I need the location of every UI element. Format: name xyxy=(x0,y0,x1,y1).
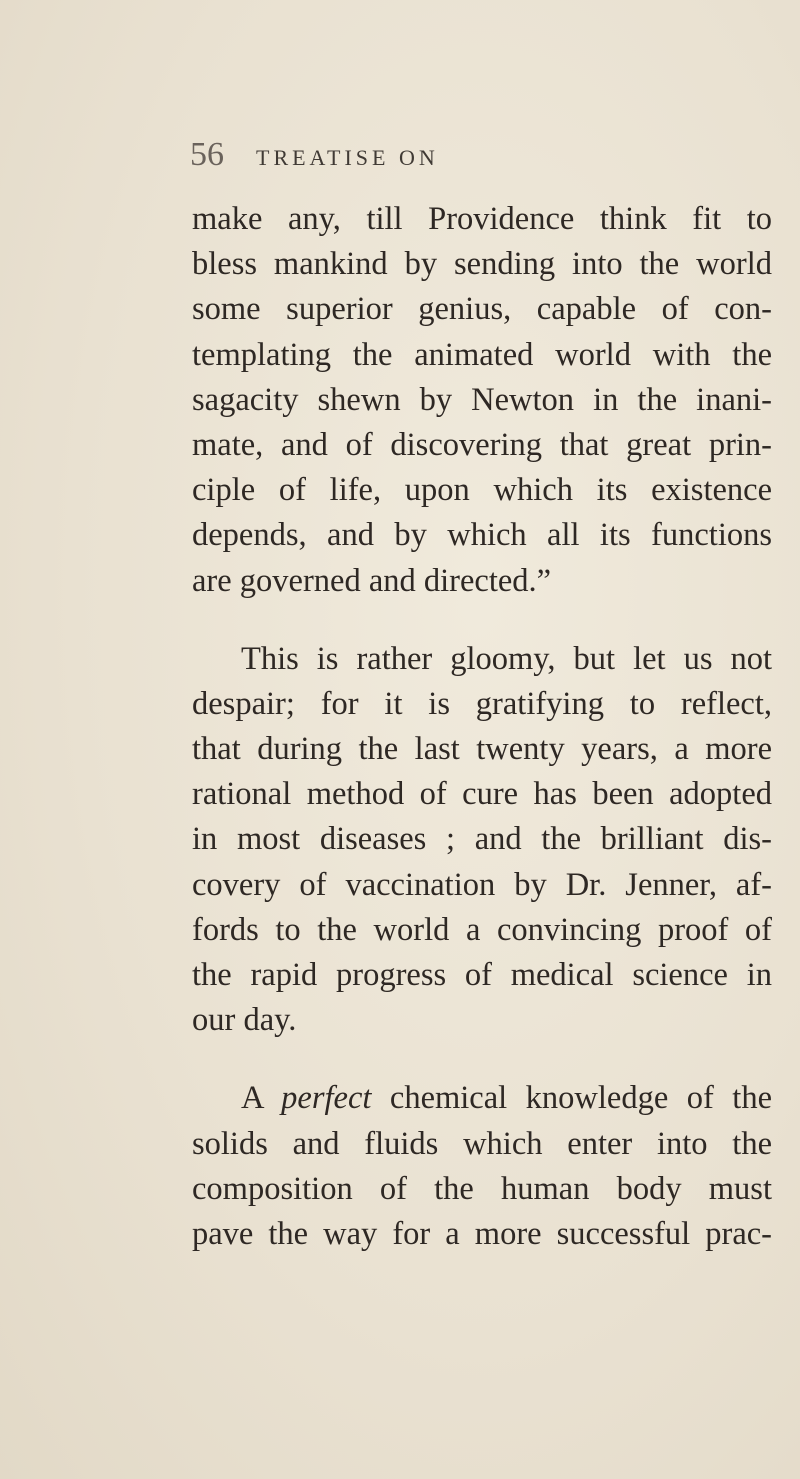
text-line: rational method of cure has been adopted xyxy=(192,776,772,813)
text-line: ciple of life, upon which its existence xyxy=(192,472,772,509)
text-line: that during the last twenty years, a more xyxy=(192,731,772,768)
text-line: pave the way for a more successful prac- xyxy=(192,1215,772,1252)
text-line: mate, and of discovering that great prin- xyxy=(192,426,772,463)
text-line: our day. xyxy=(192,1002,297,1039)
text-run: A xyxy=(241,1080,282,1117)
text-line: make any, till Providence think fit to xyxy=(192,201,772,237)
text-line xyxy=(192,1076,772,1121)
text-line: despair; for it is gratifying to reflect, xyxy=(192,685,772,722)
text-line: sagacity shewn by Newton in the inani- xyxy=(192,381,772,418)
text-line: depends, and by which all its functions xyxy=(192,517,772,554)
text-line: This is rather gloomy, but let us not xyxy=(241,640,772,677)
text-line: the rapid progress of medical science in xyxy=(192,957,772,993)
text-line: fords to the world a convincing proof of xyxy=(192,911,772,948)
text-line: in most diseases ; and the brilliant dis- xyxy=(192,821,772,858)
text-line: are governed and directed.” xyxy=(192,562,552,599)
text-line: templating the animated world with the xyxy=(192,336,772,373)
text-line: composition of the human body must xyxy=(192,1170,772,1207)
paragraph-2 xyxy=(192,637,772,1044)
text-run: chemical knowledge of the xyxy=(371,1080,772,1117)
text-line: some superior genius, capable of con- xyxy=(192,291,772,328)
paragraph-gap xyxy=(192,604,772,637)
text-line: covery of vaccination by Dr. Jenner, af- xyxy=(192,866,772,903)
body-text xyxy=(192,197,772,1257)
page-number: 56 xyxy=(190,136,224,173)
text-line: bless mankind by sending into the world xyxy=(192,246,772,283)
running-head: TREATISE ON xyxy=(256,145,439,170)
italic-emphasis: perfect xyxy=(281,1080,372,1117)
paragraph-1 xyxy=(192,197,772,604)
paragraph-gap xyxy=(192,1043,772,1076)
paragraph-3 xyxy=(192,1076,772,1257)
text-line: solids and fluids which enter into the xyxy=(192,1125,772,1162)
page-header xyxy=(190,138,770,178)
